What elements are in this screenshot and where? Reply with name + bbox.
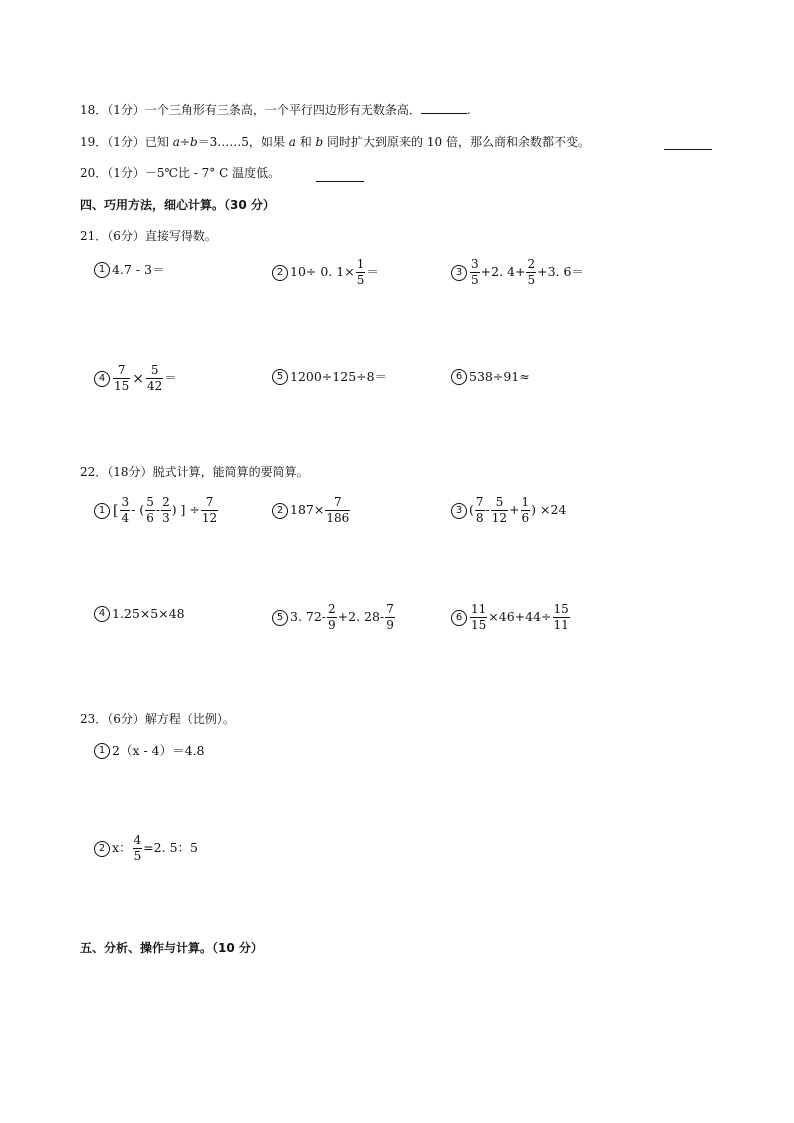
question-20	[80, 167, 280, 179]
numerator: 3	[471, 257, 479, 271]
question-instruction: 直接写得数。	[144, 229, 217, 243]
fraction	[201, 496, 218, 525]
question-22	[80, 466, 309, 478]
fraction	[553, 603, 570, 632]
question-text: 同时扩大到原来的 10 倍，那么商和余数都不变。	[323, 135, 590, 149]
circled-number: 1	[94, 262, 110, 278]
q22-item-5	[272, 603, 396, 632]
denominator: 5	[356, 273, 365, 287]
numerator: 2	[527, 257, 536, 271]
circled-number: 3	[451, 503, 467, 519]
denominator: 6	[521, 511, 530, 525]
question-21	[80, 230, 217, 242]
answer-blank[interactable]	[316, 180, 364, 182]
expression-part: +2. 4+	[480, 264, 526, 280]
question-number: 19．	[80, 135, 108, 149]
denominator: 11	[553, 618, 569, 632]
question-number: 22．	[80, 465, 108, 479]
denominator: 42	[147, 379, 163, 393]
circled-number: 5	[272, 369, 288, 385]
fraction	[161, 496, 171, 525]
fraction	[356, 258, 366, 287]
fraction	[475, 496, 485, 525]
expression-part: +3. 6＝	[537, 264, 584, 280]
var-b: b	[315, 135, 324, 149]
expression-part: ×	[132, 370, 145, 387]
denominator: 5	[471, 273, 479, 287]
question-score: （6分）	[107, 712, 145, 726]
denominator: 3	[162, 511, 170, 525]
circled-number: 3	[451, 265, 467, 281]
question-23	[80, 713, 235, 725]
question-instruction: 脱式计算，能简算的要简算。	[152, 465, 309, 479]
q23-item-2	[94, 834, 198, 863]
question-text: 已知	[144, 135, 173, 149]
circled-number: 2	[272, 503, 288, 519]
denominator: 8	[475, 511, 484, 525]
expression: 538÷91≈	[469, 368, 530, 384]
answer-blank[interactable]	[664, 148, 712, 150]
numerator: 7	[205, 495, 214, 509]
numerator: 4	[133, 833, 142, 847]
numerator: 7	[117, 363, 126, 377]
fraction	[521, 496, 531, 525]
equation-part: =2. 5：5	[143, 840, 198, 856]
expression-part: ) ] ÷	[171, 502, 200, 518]
question-19	[80, 136, 590, 148]
var-a: a	[288, 135, 296, 149]
denominator: 9	[386, 618, 394, 632]
expression-part: ) ×24	[531, 502, 567, 518]
q22-item-1	[94, 496, 219, 525]
fraction	[385, 603, 395, 632]
expression-part: - (	[131, 502, 145, 518]
denominator: 9	[328, 618, 336, 632]
question-text: 一个三角形有三条高，一个平行四边形有无数条高．	[144, 103, 421, 117]
fraction	[470, 603, 487, 632]
question-text: 和	[295, 135, 316, 149]
denominator: 6	[146, 511, 154, 525]
expression-part: 3. 72-	[290, 609, 327, 625]
circled-number: 5	[272, 610, 288, 626]
q21-item-6	[451, 369, 530, 385]
expression-part: 10÷ 0. 1×	[290, 264, 355, 280]
circled-number: 6	[451, 369, 467, 385]
numerator: 1	[521, 495, 530, 509]
circled-number: 1	[94, 503, 110, 519]
numerator: 7	[386, 602, 394, 616]
denominator: 5	[133, 849, 142, 863]
denominator: 12	[491, 511, 508, 525]
fraction	[327, 603, 337, 632]
expression-part: ＝	[366, 264, 379, 280]
question-number: 18．	[80, 103, 108, 117]
equation: 2（x - 4）＝4.8	[112, 742, 205, 758]
question-number: 23．	[80, 712, 108, 726]
expression-part: (	[469, 502, 474, 518]
question-score: （18分）	[107, 465, 153, 479]
q21-item-2	[272, 258, 379, 287]
question-number: 21．	[80, 229, 108, 243]
numerator: 1	[356, 257, 365, 271]
numerator: 5	[150, 363, 159, 377]
q22-item-6	[451, 603, 571, 632]
denominator: 5	[527, 273, 536, 287]
question-text: －5℃比 - 7° C 温度低。	[144, 166, 281, 180]
q21-item-5	[272, 369, 387, 385]
fraction	[491, 496, 508, 525]
expression: 1.25×5×48	[112, 605, 185, 621]
fraction	[120, 496, 130, 525]
numerator: 15	[553, 602, 569, 616]
equation-part: x：	[112, 840, 132, 856]
circled-number: 2	[94, 841, 110, 857]
q22-item-3	[451, 496, 566, 525]
question-number: 20．	[80, 166, 108, 180]
fraction	[113, 364, 130, 393]
circled-number: 4	[94, 371, 110, 387]
bracket: [	[113, 502, 119, 519]
fraction	[526, 258, 536, 287]
expression-part: +	[509, 502, 520, 518]
numerator: 7	[475, 495, 484, 509]
var-b: b	[189, 135, 198, 149]
fraction	[146, 364, 163, 393]
q22-item-4	[94, 606, 185, 622]
q21-item-3	[451, 258, 584, 287]
denominator: 15	[471, 618, 487, 632]
question-instruction: 解方程（比例）。	[144, 712, 235, 726]
question-text: ＝3……5，如果	[197, 135, 289, 149]
var-a: a	[172, 135, 180, 149]
expression: 4.7 - 3＝	[112, 261, 165, 277]
denominator: 15	[114, 379, 130, 393]
section-5-heading: 五、分析、操作与计算。（10 分）	[80, 941, 263, 955]
q22-item-2	[272, 496, 351, 525]
question-18	[80, 104, 471, 116]
answer-blank[interactable]	[421, 112, 467, 114]
section-4-heading: 四、巧用方法，细心计算。（30 分）	[80, 198, 275, 212]
numerator: 5	[146, 495, 154, 509]
numerator: 7	[333, 495, 342, 509]
period: .	[466, 103, 471, 117]
denominator: 4	[121, 511, 130, 525]
numerator: 11	[471, 602, 487, 616]
expression-part: -	[485, 502, 490, 518]
fraction	[133, 834, 143, 863]
fraction	[470, 258, 480, 287]
circled-number: 1	[94, 743, 110, 759]
numerator: 3	[121, 495, 130, 509]
expression-part: +2. 28-	[337, 609, 385, 625]
question-score: （1分）	[107, 166, 145, 180]
divide-sign: ÷	[179, 135, 190, 149]
circled-number: 4	[94, 606, 110, 622]
question-score: （1分）	[107, 135, 145, 149]
question-score: （1分）	[107, 103, 145, 117]
numerator: 5	[495, 495, 504, 509]
numerator: 2	[162, 495, 170, 509]
denominator: 12	[201, 511, 218, 525]
circled-number: 2	[272, 265, 288, 281]
fraction	[145, 496, 155, 525]
fraction	[325, 496, 350, 525]
q21-item-1	[94, 262, 165, 278]
question-score: （6分）	[107, 229, 145, 243]
expression-part: -	[155, 502, 161, 518]
expression-part: 187×	[290, 502, 325, 518]
q23-item-1	[94, 743, 205, 759]
expression-part: ×46+44÷	[488, 609, 552, 625]
expression-part: ＝	[164, 370, 177, 386]
expression: 1200÷125÷8＝	[290, 368, 388, 384]
circled-number: 6	[451, 610, 467, 626]
denominator: 186	[326, 511, 350, 525]
q21-item-4	[94, 364, 177, 393]
numerator: 2	[328, 602, 336, 616]
